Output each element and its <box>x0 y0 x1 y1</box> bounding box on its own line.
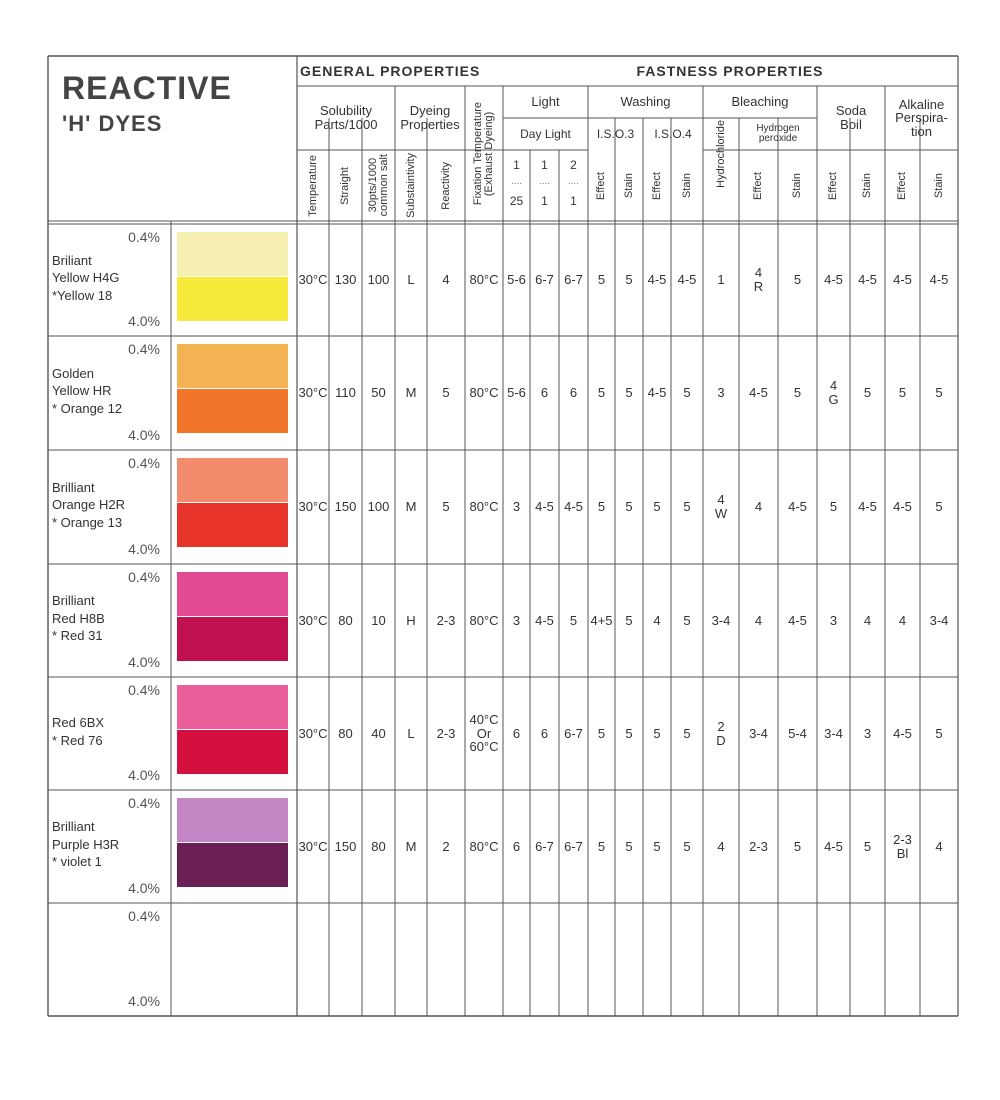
cell-value: 5-6 <box>507 385 526 401</box>
fraction-dots: .... <box>567 175 580 187</box>
column-header-text: Reactivity <box>439 161 452 210</box>
cell-value: 80°C <box>469 385 499 401</box>
cell-value: 3 <box>829 612 838 628</box>
cell-value: 2-3 <box>436 612 456 628</box>
cell-value: 5 <box>597 725 606 741</box>
cell-value: 5 <box>653 725 661 741</box>
subgroup-header: Hydrogen peroxide <box>756 122 800 144</box>
column-header-reactivity <box>427 150 465 221</box>
cell-value: 5 <box>653 838 661 854</box>
cell-value: 30°C <box>298 725 328 741</box>
column-header-text: Stain <box>680 172 693 199</box>
page-subtitle: 'H' DYES <box>62 111 163 137</box>
cell-value: 4-5 <box>893 499 912 515</box>
percent-high-label: 4.0% <box>128 992 160 1009</box>
cell-value: 1 <box>717 272 725 288</box>
cell-value: 5 <box>683 725 691 741</box>
cell-value: 6-7 <box>535 272 554 288</box>
swatch-light <box>177 685 288 729</box>
fraction-dots: .... <box>538 175 551 187</box>
cell-value: 5 <box>863 838 872 854</box>
fraction-top: 1 <box>541 157 548 172</box>
column-header-effect <box>885 150 920 221</box>
cell-value: 6-7 <box>535 838 554 854</box>
cell-value: 5 <box>683 838 691 854</box>
cell-value: 4-5 <box>788 612 807 628</box>
cell-value: 5 <box>793 272 802 288</box>
cell-value: 80 <box>371 838 386 854</box>
cell-value: 110 <box>335 385 356 401</box>
percent-high-label: 4.0% <box>128 879 160 896</box>
cell-value: 4 <box>653 612 661 628</box>
cell-value: 6-7 <box>564 725 583 741</box>
swatch-dark <box>177 277 288 321</box>
column-header-effect <box>643 150 671 221</box>
cell-value: 4 <box>717 838 725 854</box>
fraction-bottom: 1 <box>541 193 548 208</box>
cell-value: M <box>405 838 417 854</box>
page-title: REACTIVE <box>62 70 232 107</box>
cell-value: 3 <box>512 499 521 515</box>
cell-value: 30°C <box>298 272 328 288</box>
cell-value: 5 <box>597 272 606 288</box>
column-header-effect <box>588 150 615 221</box>
cell-value: M <box>405 499 417 515</box>
cell-value: 4-5 <box>893 725 912 741</box>
cell-value: 4-5 <box>647 385 667 401</box>
percent-low-label: 0.4% <box>128 340 160 357</box>
column-header-hydrochloride <box>703 86 739 221</box>
cell-value: 80°C <box>469 499 499 515</box>
column-header-text: Substaintivity <box>404 153 417 218</box>
swatch-light <box>177 344 288 388</box>
cell-value: 80°C <box>469 612 499 628</box>
cell-value: 80°C <box>469 272 499 288</box>
cell-value: 100 <box>367 499 390 515</box>
column-header-text: Stain <box>861 172 873 199</box>
cell-value: 5 <box>597 385 606 401</box>
subgroup-header: I.S.O.4 <box>654 126 692 141</box>
cell-value: 4-5 <box>749 385 768 401</box>
percent-high-label: 4.0% <box>128 426 160 443</box>
cell-value: 80 <box>338 725 353 741</box>
cell-value: 80 <box>338 612 353 628</box>
column-header-effect <box>739 150 778 221</box>
group-header: Solubility Parts/1000 <box>314 103 378 132</box>
column-header-effect <box>817 150 850 221</box>
cell-value: 4-5 <box>929 272 949 288</box>
cell-value: 5 <box>625 499 633 515</box>
cell-value: 6 <box>512 725 521 741</box>
cell-value: 6 <box>569 385 578 401</box>
percent-high-label: 4.0% <box>128 312 160 329</box>
cell-value: 4-5 <box>788 499 807 515</box>
cell-value: 5 <box>683 385 691 401</box>
cell-value: 130 <box>334 272 357 288</box>
cell-value: 3 <box>717 385 725 401</box>
cell-value: 5 <box>625 385 633 401</box>
cell-value: 30°C <box>298 385 328 401</box>
cell-value: 50 <box>371 385 386 401</box>
cell-value: 4 <box>754 499 763 515</box>
cell-value: 80°C <box>469 838 499 854</box>
cell-value: 3 <box>863 725 872 741</box>
fraction-top: 2 <box>570 157 577 172</box>
dye-name: Golden Yellow HR * Orange 12 <box>52 365 123 416</box>
percent-high-label: 4.0% <box>128 766 160 783</box>
cell-value: 6 <box>540 385 549 401</box>
cell-value: 5 <box>683 612 691 628</box>
dye-name: Brilliant Purple H3R * violet 1 <box>52 819 120 870</box>
cell-value: 5 <box>653 499 661 515</box>
cell-value: 5 <box>625 725 633 741</box>
fraction-dots: .... <box>510 175 523 187</box>
swatch-dark <box>177 843 288 887</box>
percent-high-label: 4.0% <box>128 653 160 670</box>
cell-value: 4-5 <box>858 272 877 288</box>
column-header-text: Effect <box>752 171 764 200</box>
cell-value: 4-5 <box>858 499 877 515</box>
column-header-text: Stain <box>791 172 803 199</box>
cell-value: 4 <box>898 612 907 628</box>
cell-value: 2-3 <box>436 725 456 741</box>
cell-value: 5 <box>935 499 943 515</box>
cell-value: 4 <box>863 612 872 628</box>
cell-value: 6 <box>540 725 549 741</box>
dye-name: Brilliant Orange H2R * Orange 13 <box>52 479 125 530</box>
cell-value: 4 G <box>828 378 839 407</box>
cell-value: 5 <box>793 838 802 854</box>
cell-value: 2 D <box>716 718 726 748</box>
column-header-text: 30pts/1000 common salt <box>366 154 390 217</box>
subgroup-header: Day Light <box>520 126 571 141</box>
percent-high-label: 4.0% <box>128 540 160 557</box>
cell-value: 4-5 <box>647 272 667 288</box>
column-header-text: Effect <box>595 171 607 200</box>
cell-value: 3-4 <box>711 612 731 628</box>
cell-value: 40°C Or 60°C <box>469 712 499 755</box>
cell-value: 6-7 <box>564 838 583 854</box>
cell-value: 5 <box>442 499 450 515</box>
cell-value: 4-5 <box>824 272 843 288</box>
cell-value: 5 <box>863 385 872 401</box>
column-header-text: Stain <box>622 172 635 199</box>
cell-value: 5 <box>829 499 838 515</box>
cell-value: 5 <box>793 385 802 401</box>
cell-value: H <box>406 612 416 628</box>
cell-value: 4 <box>754 612 763 628</box>
general-properties-header: GENERAL PROPERTIES <box>300 62 481 79</box>
cell-value: 100 <box>367 272 390 288</box>
swatch-light <box>177 798 288 842</box>
cell-value: 4 <box>935 838 943 854</box>
column-header-stain <box>778 150 817 221</box>
fraction-top: 1 <box>513 157 520 172</box>
column-header-30pts-1000 <box>362 150 395 221</box>
cell-value: 4 W <box>714 492 728 521</box>
dye-name: Briliant Yellow H4G *Yellow 18 <box>52 252 120 303</box>
cell-value: 5 <box>898 385 907 401</box>
cell-value: 5 <box>625 272 633 288</box>
cell-value: 4+5 <box>590 612 613 628</box>
cell-value: 5 <box>442 385 450 401</box>
column-header-stain <box>615 150 643 221</box>
cell-value: 4-5 <box>564 499 583 515</box>
subgroup-header: I.S.O.3 <box>596 126 635 141</box>
percent-low-label: 0.4% <box>128 568 160 585</box>
column-header-substaintivity <box>395 150 427 221</box>
percent-low-label: 0.4% <box>128 681 160 698</box>
cell-value: 4-5 <box>677 272 697 288</box>
swatch-dark <box>177 389 288 433</box>
cell-value: 150 <box>334 838 357 854</box>
column-header-text: Temperature <box>306 154 319 217</box>
cell-value: 150 <box>334 499 357 515</box>
percent-low-label: 0.4% <box>128 454 160 471</box>
column-header-fixation-temperature <box>465 86 503 221</box>
cell-value: 3-4 <box>749 725 768 741</box>
fraction-bottom: 1 <box>570 193 577 208</box>
column-header-text: Hydrochloride <box>714 119 727 188</box>
column-header-text: Effect <box>650 171 663 200</box>
cell-value: 6 <box>512 838 521 854</box>
group-header: Washing <box>620 94 671 110</box>
cell-value: 3-4 <box>929 612 949 628</box>
cell-value: 5 <box>597 838 606 854</box>
column-header-text: Straight <box>339 166 351 205</box>
cell-value: 6-7 <box>564 272 583 288</box>
swatch-dark <box>177 730 288 774</box>
cell-value: L <box>407 272 415 288</box>
column-header-stain <box>671 150 703 221</box>
cell-value: 4-5 <box>535 499 554 515</box>
cell-value: 4 <box>442 272 450 288</box>
cell-value: 30°C <box>298 612 328 628</box>
swatch-dark <box>177 503 288 547</box>
column-header-stain <box>920 150 958 221</box>
cell-value: 2 <box>442 838 450 854</box>
cell-value: 5-4 <box>788 725 807 741</box>
cell-value: M <box>405 385 417 401</box>
cell-value: 3 <box>512 612 521 628</box>
cell-value: 5 <box>625 838 633 854</box>
column-header-text: Effect <box>827 171 839 200</box>
cell-value: 10 <box>371 612 386 628</box>
fraction-bottom: 25 <box>509 193 524 208</box>
group-header: Alkaline Perspira- tion <box>895 96 948 139</box>
cell-value: 3-4 <box>824 725 843 741</box>
column-header-text: Effect <box>896 171 908 200</box>
swatch-light <box>177 572 288 616</box>
cell-value: 5 <box>569 612 578 628</box>
group-header: Soda Boil <box>835 103 867 132</box>
cell-value: 5 <box>597 499 606 515</box>
group-header: Dyeing Properties <box>400 103 460 132</box>
cell-value: L <box>407 725 415 741</box>
cell-value: 5 <box>625 612 633 628</box>
cell-value: 4 R <box>753 265 764 294</box>
cell-value: 5 <box>935 385 943 401</box>
column-header-text: Fixation Temperature (Exhaust Dyeing) <box>472 101 495 206</box>
group-header: Bleaching <box>731 94 789 110</box>
cell-value: 5 <box>935 725 943 741</box>
cell-value: 5 <box>683 499 691 515</box>
percent-low-label: 0.4% <box>128 228 160 245</box>
dye-name: Brilliant Red H8B * Red 31 <box>52 593 105 644</box>
cell-value: 30°C <box>298 838 328 854</box>
cell-value: 30°C <box>298 499 328 515</box>
swatch-light <box>177 232 288 276</box>
cell-value: 2-3 Bl <box>893 831 912 861</box>
cell-value: 4-5 <box>824 838 843 854</box>
dye-name: Red 6BX * Red 76 <box>52 714 105 748</box>
percent-low-label: 0.4% <box>128 794 160 811</box>
fastness-properties-header: FASTNESS PROPERTIES <box>636 62 824 79</box>
swatch-light <box>177 458 288 502</box>
column-header-temperature <box>297 150 329 221</box>
column-header-straight <box>329 150 362 221</box>
cell-value: 4-5 <box>893 272 912 288</box>
cell-value: 2-3 <box>749 838 768 854</box>
swatch-dark <box>177 617 288 661</box>
cell-value: 40 <box>371 725 386 741</box>
percent-low-label: 0.4% <box>128 907 160 924</box>
column-header-stain <box>850 150 885 221</box>
group-header: Light <box>531 94 560 110</box>
cell-value: 5-6 <box>507 272 526 288</box>
cell-value: 4-5 <box>535 612 554 628</box>
column-header-text: Stain <box>932 172 945 199</box>
